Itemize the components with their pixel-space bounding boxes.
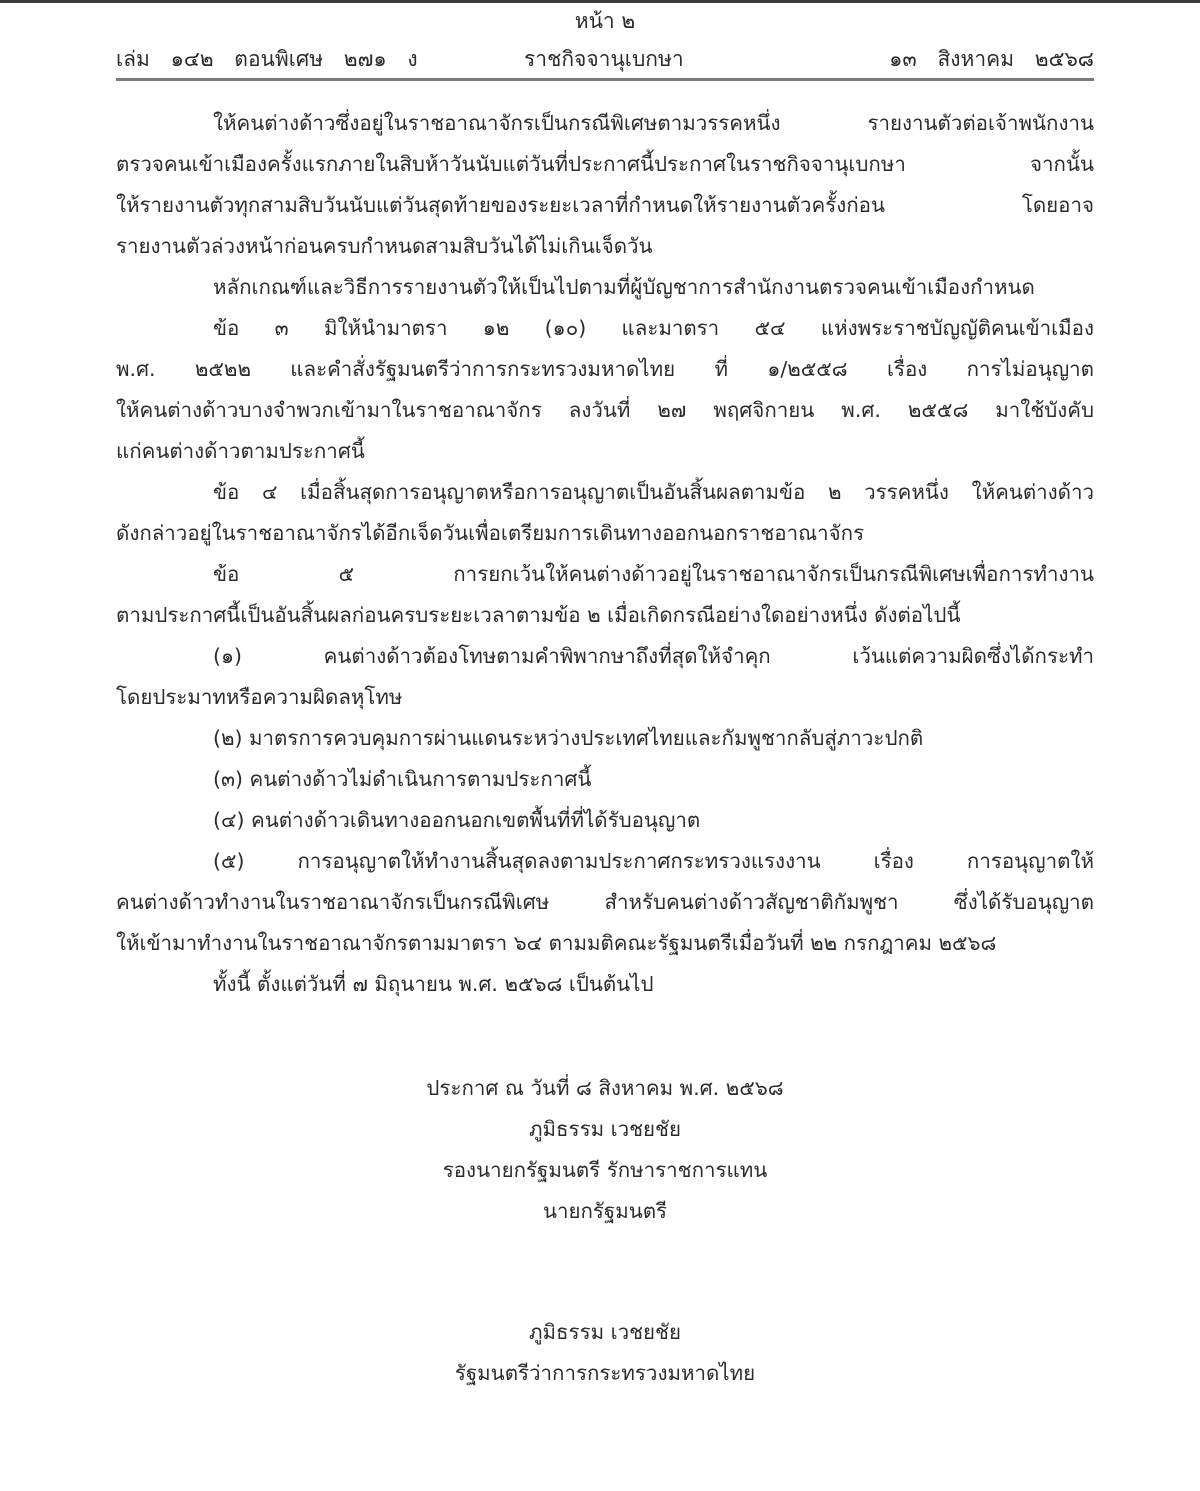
signer-title: รัฐมนตรีว่าการกระทรวงมหาดไทย bbox=[454, 1361, 756, 1385]
clause-3 bbox=[116, 308, 1094, 472]
publication-name: ราชกิจจานุเบกษา bbox=[524, 47, 684, 71]
clause-5-item-1 bbox=[116, 636, 1094, 718]
text-line: ให้รายงานตัวทุกสามสิบวันนับแต่วันสุดท้ายของระยะเวลาที่กำหนดให้รายงานตัวครั้งก่อน โดยอาจ bbox=[116, 193, 1094, 217]
gazette-header bbox=[116, 42, 1094, 76]
clause-5-item-2: (๒) มาตรการควบคุมการผ่านแดนระหว่างประเทศไทยและกัมพูชากลับสู่ภาวะปกติ bbox=[213, 726, 924, 750]
signer-title: รองนายกรัฐมนตรี รักษาราชการแทน bbox=[442, 1158, 768, 1182]
window-top-border bbox=[0, 0, 1200, 3]
text-line: ข้อ ๓ มิให้นำมาตรา ๑๒ (๑๐) และมาตรา ๕๔ แห่งพระราชบัญญัติคนเข้าเมือง bbox=[213, 316, 1094, 340]
signer-name: ภูมิธรรม เวชยชัย bbox=[529, 1320, 681, 1344]
text-line: (๕) การอนุญาตให้ทำงานสิ้นสุดลงตามประกาศกระทรวงแรงงาน เรื่อง การอนุญาตให้ bbox=[213, 849, 1094, 873]
clause-5-item-3: (๓) คนต่างด้าวไม่ดำเนินการตามประกาศนี้ bbox=[213, 767, 592, 791]
text-line: ให้เข้ามาทำงานในราชอาณาจักรตามมาตรา ๖๔ ตามมติคณะรัฐมนตรีเมื่อวันที่ ๒๒ กรกฎาคม ๒๕๖๘ bbox=[116, 931, 997, 955]
text-line: แก่คนต่างด้าวตามประกาศนี้ bbox=[116, 439, 365, 463]
paragraph-criteria: หลักเกณฑ์และวิธีการรายงานตัวให้เป็นไปตามที่ผู้บัญชาการสำนักงานตรวจคนเข้าเมืองกำหนด bbox=[213, 275, 1035, 299]
publication-date: ๑๓ สิงหาคม ๒๕๖๘ bbox=[889, 47, 1094, 71]
document-body bbox=[116, 103, 1094, 1005]
signature-block-primary bbox=[116, 1068, 1094, 1232]
page-number: หน้า ๒ bbox=[574, 9, 636, 33]
text-line: ให้คนต่างด้าวบางจำพวกเข้ามาในราชอาณาจักร ลงวันที่ ๒๗ พฤศจิกายน พ.ศ. ๒๕๕๘ มาใช้บังคับ bbox=[116, 398, 1094, 422]
text-line: ข้อ ๕ การยกเว้นให้คนต่างด้าวอยู่ในราชอาณาจักรเป็นกรณีพิเศษเพื่อการทำงาน bbox=[213, 562, 1094, 586]
clause-5-item-5 bbox=[116, 841, 1094, 964]
signer-name: ภูมิธรรม เวชยชัย bbox=[529, 1117, 681, 1141]
signer-title-continued: นายกรัฐมนตรี bbox=[542, 1199, 668, 1223]
paragraph-report-duty bbox=[116, 103, 1094, 267]
text-line: ให้คนต่างด้าวซึ่งอยู่ในราชอาณาจักรเป็นกรณีพิเศษตามวรรคหนึ่ง รายงานตัวต่อเจ้าพนักงาน bbox=[213, 111, 1094, 135]
header-divider bbox=[116, 78, 1094, 81]
effective-date: ทั้งนี้ ตั้งแต่วันที่ ๗ มิถุนายน พ.ศ. ๒๕๖๘ เป็นต้นไป bbox=[213, 972, 654, 996]
text-line: พ.ศ. ๒๕๒๒ และคำสั่งรัฐมนตรีว่าการกระทรวงมหาดไทย ที่ ๑/๒๕๕๘ เรื่อง การไม่อนุญาต bbox=[116, 357, 1094, 381]
announcement-date: ประกาศ ณ วันที่ ๘ สิงหาคม พ.ศ. ๒๕๖๘ bbox=[426, 1076, 784, 1100]
signature-block-secondary bbox=[116, 1312, 1094, 1394]
volume-issue: เล่ม ๑๔๒ ตอนพิเศษ ๒๗๑ ง bbox=[116, 47, 418, 71]
text-line: รายงานตัวล่วงหน้าก่อนครบกำหนดสามสิบวันได้ไม่เกินเจ็ดวัน bbox=[116, 234, 653, 258]
text-line: ข้อ ๔ เมื่อสิ้นสุดการอนุญาตหรือการอนุญาตเป็นอันสิ้นผลตามข้อ ๒ วรรคหนึ่ง ให้คนต่างด้าว bbox=[213, 480, 1094, 504]
clause-4 bbox=[116, 472, 1094, 554]
text-line: คนต่างด้าวทำงานในราชอาณาจักรเป็นกรณีพิเศษ สำหรับคนต่างด้าวสัญชาติกัมพูชา ซึ่งได้รับอนุญาต bbox=[116, 890, 1094, 914]
clause-5 bbox=[116, 554, 1094, 636]
text-line: ดังกล่าวอยู่ในราชอาณาจักรได้อีกเจ็ดวันเพื่อเตรียมการเดินทางออกนอกราชอาณาจักร bbox=[116, 521, 865, 545]
text-line: ตรวจคนเข้าเมืองครั้งแรกภายในสิบห้าวันนับแต่วันที่ประกาศนี้ประกาศในราชกิจจานุเบกษา จากนั้น bbox=[116, 152, 1094, 176]
text-line: ตามประกาศนี้เป็นอันสิ้นผลก่อนครบระยะเวลาตามข้อ ๒ เมื่อเกิดกรณีอย่างใดอย่างหนึ่ง ดังต่อไปนี้ bbox=[116, 603, 961, 627]
clause-5-item-4: (๔) คนต่างด้าวเดินทางออกนอกเขตพื้นที่ที่ได้รับอนุญาต bbox=[213, 808, 701, 832]
text-line: โดยประมาทหรือความผิดลหุโทษ bbox=[116, 685, 403, 709]
text-line: (๑) คนต่างด้าวต้องโทษตามคำพิพากษาถึงที่สุดให้จำคุก เว้นแต่ความผิดซึ่งได้กระทำ bbox=[213, 644, 1094, 668]
